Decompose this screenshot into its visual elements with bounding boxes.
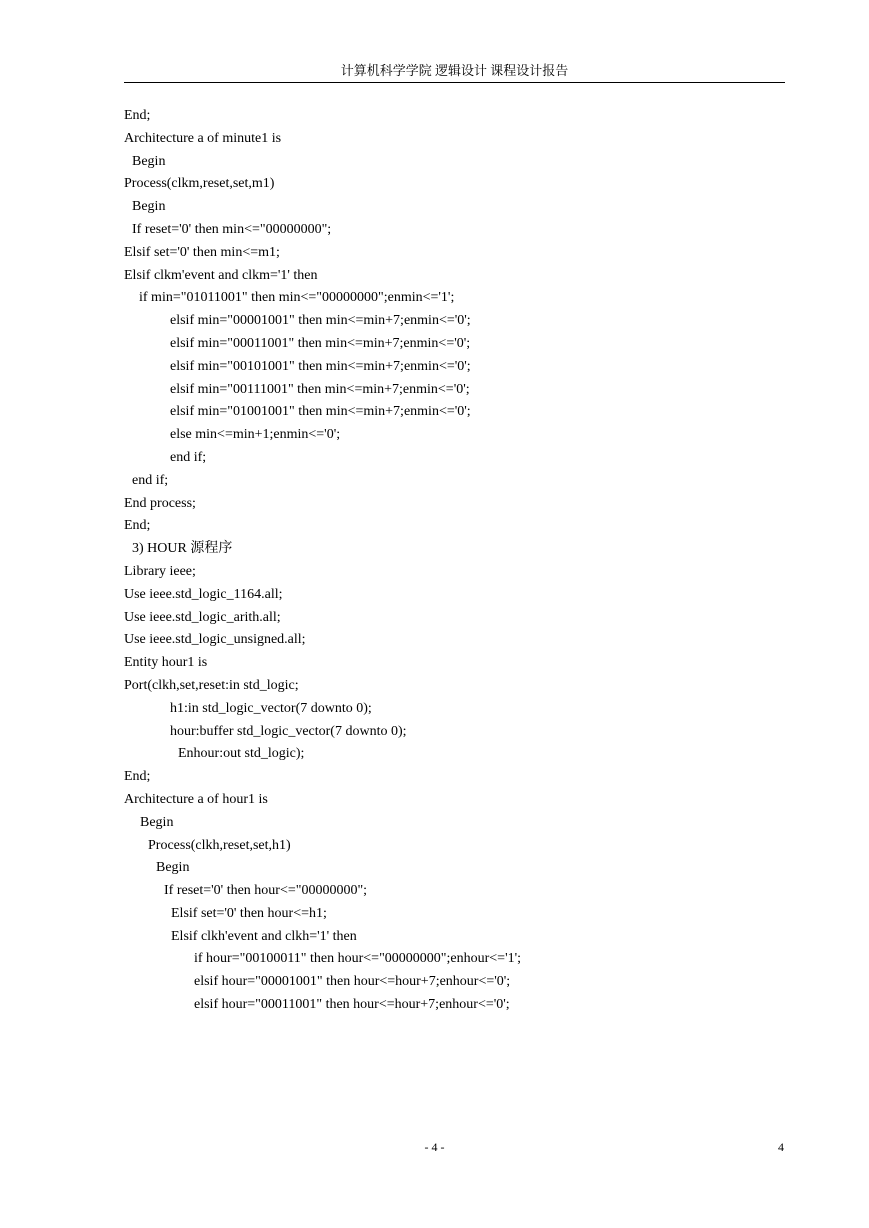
code-line: Architecture a of minute1 is [124,130,282,146]
code-line: Begin [156,860,190,876]
code-line: else min<=min+1;enmin<='0'; [170,427,341,443]
code-line: If reset='0' then hour<="00000000"; [164,883,368,899]
page-footer-number: 4 [778,1140,784,1154]
code-line: End; [124,518,151,534]
code-line: elsif hour="00011001" then hour<=hour+7;enhour<='0'; [194,997,510,1013]
code-line: elsif min="00111001" then min<=min+7;enmin<='0'; [170,381,470,397]
code-line: Elsif set='0' then hour<=h1; [171,905,327,921]
code-line: elsif min="00011001" then min<=min+7;enmin<='0'; [170,335,471,351]
code-line: Elsif set='0' then min<=m1; [124,244,280,260]
code-line: Use ieee.std_logic_1164.all; [124,586,283,602]
code-line: Use ieee.std_logic_unsigned.all; [124,632,306,648]
code-line: Elsif clkm'event and clkm='1' then [124,267,318,283]
code-line: Enhour:out std_logic); [178,746,305,762]
page-footer-label: - 4 - [424,1140,445,1154]
code-line: Begin [132,199,166,215]
code-line: If reset='0' then min<="00000000"; [132,221,332,237]
code-line: Port(clkh,set,reset:in std_logic; [124,677,299,693]
code-line: End process; [124,495,196,511]
code-line: elsif hour="00001001" then hour<=hour+7;enhour<='0'; [194,974,511,990]
code-line: Process(clkm,reset,set,m1) [124,176,275,192]
code-line: h1:in std_logic_vector(7 downto 0); [170,700,372,716]
header-title: 计算机科学学院 逻辑设计 课程设计报告 [340,63,569,78]
page-header [124,62,785,83]
code-line: Architecture a of hour1 is [124,791,268,807]
code-line: if hour="00100011" then hour<="00000000";enhour<='1'; [194,951,521,967]
code-line: end if; [170,449,207,465]
code-line: Library ieee; [124,563,196,579]
code-line: elsif min="00101001" then min<=min+7;enmin<='0'; [170,358,471,374]
code-line: end if; [132,472,169,488]
code-line: Begin [132,153,166,169]
code-listing [124,105,784,1017]
code-line: 3) HOUR 源程序 [132,541,233,557]
code-line: elsif min="01001001" then min<=min+7;enmin<='0'; [170,404,471,420]
code-line: hour:buffer std_logic_vector(7 downto 0); [170,723,407,739]
code-line: End; [124,769,151,785]
code-line: Entity hour1 is [124,655,208,671]
code-line: elsif min="00001001" then min<=min+7;enmin<='0'; [170,313,471,329]
code-line: if min="01011001" then min<="00000000";enmin<='1'; [139,290,455,306]
code-line: End; [124,108,151,123]
code-line: Use ieee.std_logic_arith.all; [124,609,281,625]
code-line: Elsif clkh'event and clkh='1' then [171,928,357,944]
code-line: Process(clkh,reset,set,h1) [148,837,291,853]
code-line: Begin [140,814,174,830]
